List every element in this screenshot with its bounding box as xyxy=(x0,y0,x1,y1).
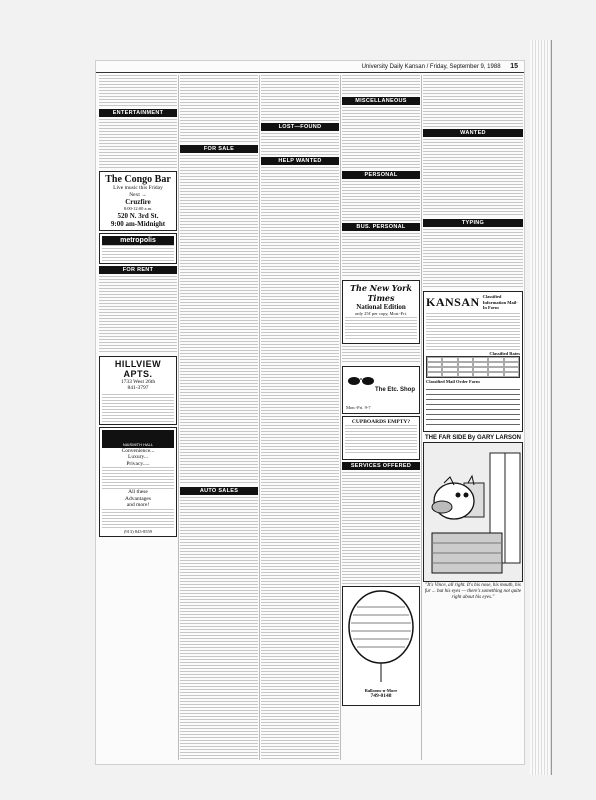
section-header-auto-sales: AUTO SALES xyxy=(180,487,258,495)
classified-text xyxy=(180,155,258,485)
rates-table xyxy=(426,356,520,378)
ad-address: 520 N. 3rd St. xyxy=(117,211,159,220)
ad-address: 1733 West 26th xyxy=(120,378,156,385)
ad-text: Next → xyxy=(129,191,147,198)
classified-text xyxy=(423,75,523,127)
classified-text xyxy=(261,167,339,760)
classified-text xyxy=(342,472,420,584)
kansan-form xyxy=(423,291,523,432)
far-side-title: THE FAR SIDE xyxy=(425,434,467,441)
far-side-cartoon xyxy=(423,442,523,582)
cupboards-ad xyxy=(342,416,420,460)
classified-text xyxy=(261,75,339,121)
nyt-logo: The New York Times xyxy=(350,283,412,303)
order-form-lines xyxy=(426,385,520,429)
column-divider xyxy=(421,75,422,760)
congo-bar-title: The Congo Bar xyxy=(105,174,171,185)
ad-phone: 841-3797 xyxy=(127,385,149,391)
classified-text xyxy=(423,139,523,217)
kansan-subtitle: Classified Information Mail-In Form xyxy=(482,294,518,310)
classified-text xyxy=(180,497,258,760)
classified-text xyxy=(180,75,258,143)
classified-text xyxy=(342,346,420,364)
balloons-name: Balloons-n-More xyxy=(364,687,398,693)
section-header-typing: TYPING xyxy=(423,219,523,227)
section-header-for-sale: FOR SALE xyxy=(180,145,258,153)
kansan-logo: KANSAN xyxy=(426,294,480,309)
section-header-bus-personal: BUS. PERSONAL xyxy=(342,223,420,231)
ad-headline: CUPBOARDS EMPTY? xyxy=(351,418,411,425)
naismith-hall-ad xyxy=(99,427,177,538)
section-header-services: SERVICES OFFERED xyxy=(342,462,420,470)
page-header: University Daily Kansan / Friday, September 9, 1988 xyxy=(361,64,501,70)
far-side-header xyxy=(423,434,523,442)
ad-phone: (913) 843-8559 xyxy=(123,528,153,534)
section-header-lost-found: LOST—FOUND xyxy=(261,123,339,131)
nyt-ad xyxy=(342,280,420,344)
balloons-phone: 749-0148 xyxy=(370,693,392,699)
ad-text: Live music this Friday xyxy=(113,185,163,191)
ad-text xyxy=(102,245,174,261)
column-divider xyxy=(340,75,341,760)
ad-text: Privacy..... xyxy=(126,460,150,467)
classified-text xyxy=(99,75,177,107)
ad-text xyxy=(345,425,417,455)
column-4 xyxy=(342,75,420,760)
ad-text xyxy=(102,467,174,489)
section-header-entertainment: ENTERTAINMENT xyxy=(99,109,177,117)
section-header-help-wanted: HELP WANTED xyxy=(261,157,339,165)
balloons-ad xyxy=(342,586,420,706)
column-3 xyxy=(261,75,339,760)
cartoon-illustration xyxy=(424,443,523,582)
header-rule xyxy=(96,72,524,73)
section-header-for-rent: FOR RENT xyxy=(99,266,177,274)
section-header-miscellaneous: MISCELLANEOUS xyxy=(342,97,420,105)
kansan-mail-order: Classified Mail Order Form xyxy=(426,379,480,384)
ad-text: All these xyxy=(128,489,148,495)
metropolis-logo: metropolis xyxy=(102,236,174,245)
ad-text xyxy=(102,394,174,422)
congo-bar-ad xyxy=(99,171,177,231)
ad-text xyxy=(426,313,520,351)
classified-text xyxy=(342,233,420,278)
nyt-price: only 25¢ per copy, Mon.-Fri. xyxy=(354,311,408,316)
sunglasses-icon xyxy=(346,373,376,387)
ad-hours: 9:00 am-Midnight xyxy=(110,219,166,228)
metropolis-ad xyxy=(99,233,177,264)
classified-text xyxy=(423,229,523,289)
classified-text xyxy=(99,276,177,354)
ad-text: Cruzfire xyxy=(125,198,151,206)
ad-text xyxy=(102,509,174,529)
column-divider xyxy=(259,75,260,760)
column-1 xyxy=(99,75,177,760)
column-5 xyxy=(423,75,523,760)
classified-text xyxy=(261,133,339,155)
ad-text: 8:00-12:00 a.m. xyxy=(123,206,153,211)
ad-text: Luxury... xyxy=(128,454,148,460)
far-side-caption: "It's Vince, all right. It's his nose, his mouth, his fur ... but his eyes — there's something not quite right about his eyes." xyxy=(424,582,522,600)
ad-text: Convenience... xyxy=(121,447,155,454)
nyt-edition: National Edition xyxy=(356,303,406,311)
column-divider xyxy=(178,75,179,760)
classified-text xyxy=(342,107,420,169)
column-2 xyxy=(180,75,258,760)
page-number: 15 xyxy=(510,63,518,70)
classified-text xyxy=(99,119,177,169)
page-edges xyxy=(530,40,552,775)
section-header-wanted: WANTED xyxy=(423,129,523,137)
etc-shop-ad xyxy=(342,366,420,414)
hillview-title: HILLVIEW xyxy=(114,358,162,369)
section-header-personal: PERSONAL xyxy=(342,171,420,179)
newspaper-page xyxy=(95,60,525,765)
ad-text: and more! xyxy=(126,502,150,508)
kansan-rates: Classified Rates xyxy=(489,350,520,356)
classified-text xyxy=(342,75,420,95)
balloon-illustration xyxy=(343,587,419,683)
far-side-byline: By GARY LARSON xyxy=(467,434,521,441)
ad-text xyxy=(345,317,417,341)
hillview-ad xyxy=(99,356,177,425)
naismith-logo: NAISMITH HALL xyxy=(102,430,174,448)
hillview-subtitle: APTS. xyxy=(123,368,153,379)
ad-text: Advantages xyxy=(125,495,151,502)
etc-shop-name: The Etc. Shop xyxy=(374,386,415,393)
classified-text xyxy=(342,181,420,221)
etc-shop-hours: Mon.-Fri. 9-7 xyxy=(346,405,371,410)
page-folio xyxy=(362,63,518,70)
